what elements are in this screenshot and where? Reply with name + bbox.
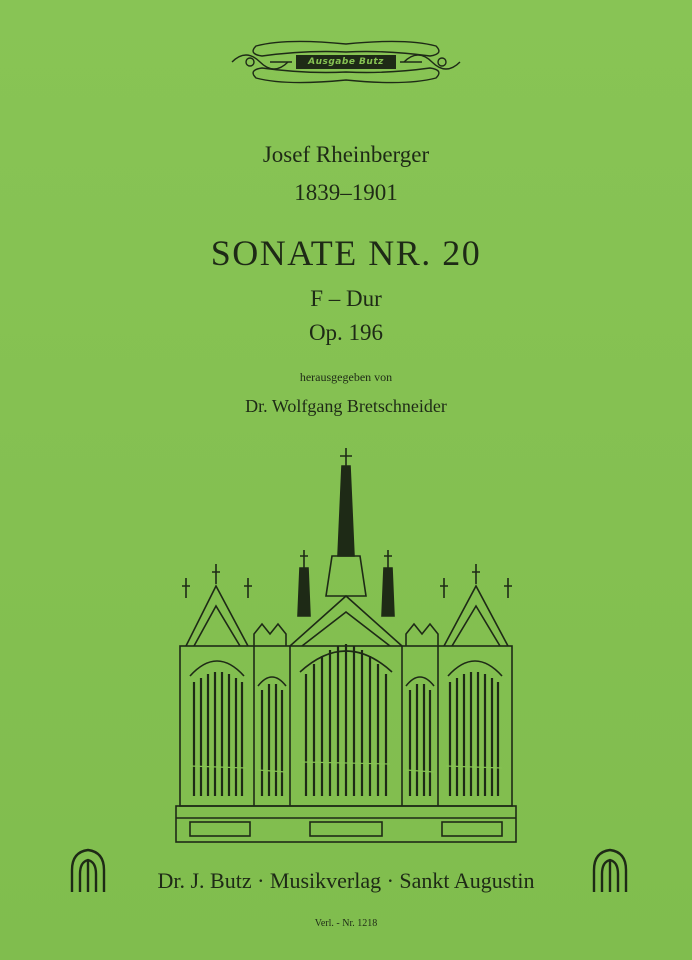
gothic-arch-logo-icon	[590, 848, 630, 894]
work-opus: Op. 196	[308, 320, 384, 345]
work-title: SONATE NR. 20	[210, 233, 482, 273]
composer-years: 1839–1901	[294, 180, 398, 205]
series-emblem	[226, 34, 466, 90]
editor-prefix: herausgegeben von	[299, 370, 393, 384]
composer-name: Josef Rheinberger	[262, 142, 430, 167]
gothic-arch-logo-icon	[68, 848, 108, 894]
plate-number: Verl. - Nr. 1218	[314, 918, 378, 929]
series-label: Ausgabe Butz	[296, 55, 396, 69]
editor-name: Dr. Wolfgang Bretschneider	[245, 396, 447, 416]
work-key: F – Dur	[310, 286, 382, 311]
organ-facade-illustration	[170, 446, 522, 844]
publisher-line: Dr. J. Butz · Musikverlag · Sankt Augustin	[157, 868, 535, 893]
